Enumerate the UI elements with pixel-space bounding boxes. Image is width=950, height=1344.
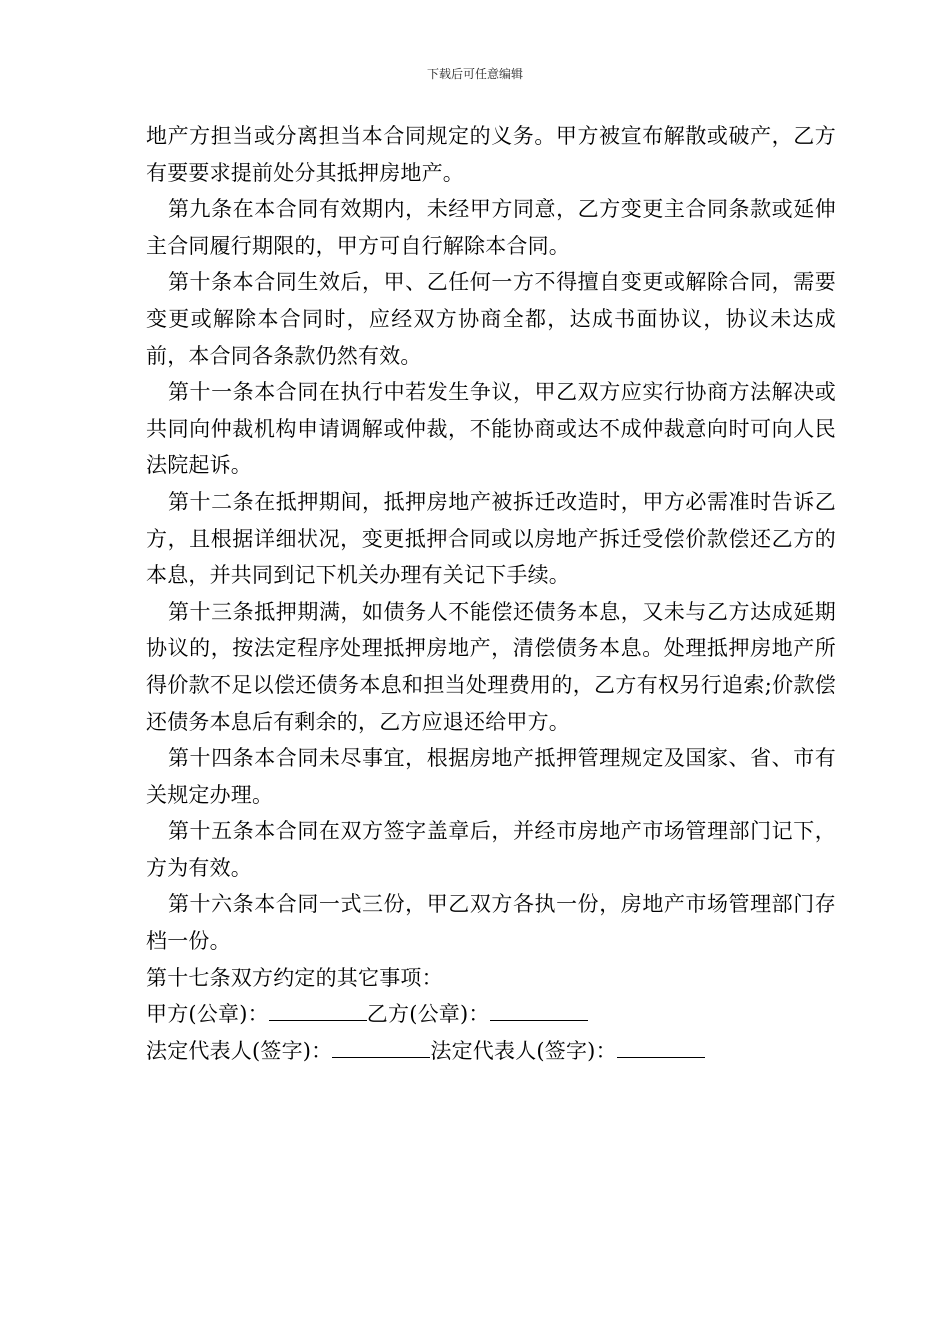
party-a-seal-blank[interactable] <box>269 998 367 1021</box>
party-a-seal-label: 甲方(公章)： <box>146 1002 269 1027</box>
rep-a-signature-blank[interactable] <box>332 1035 430 1058</box>
paragraph-article-9: 第九条在本合同有效期内，未经甲方同意，乙方变更主合同条款或延伸主合同履行期限的，甲方可自行解除本合同。 <box>146 197 836 258</box>
paragraph-article-14: 第十四条本合同未尽事宜，根据房地产抵押管理规定及国家、省、市有关规定办理。 <box>146 746 836 807</box>
paragraph-continuation: 地产方担当或分离担当本合同规定的义务。甲方被宣布解散或破产，乙方有要要求提前处分其抵押房地产。 <box>146 124 836 185</box>
contract-body <box>146 118 836 1069</box>
paragraph-article-17: 第十七条双方约定的其它事项： <box>146 965 443 990</box>
rep-b-signature-label: 法定代表人(签字)： <box>430 1038 617 1063</box>
party-seal-line <box>146 996 836 1033</box>
paragraph-article-12: 第十二条在抵押期间，抵押房地产被拆迁改造时，甲方必需准时告诉乙方，且根据详细状况，变更抵押合同或以房地产拆迁受偿价款偿还乙方的本息，并共同到记下机关办理有关记下手续。 <box>146 489 836 588</box>
page-header-note: 下载后可任意编辑 <box>426 67 523 81</box>
paragraph-article-13: 第十三条抵押期满，如债务人不能偿还债务本息，又未与乙方达成延期协议的，按法定程序处理抵押房地产，清偿债务本息。处理抵押房地产所得价款不足以偿还债务本息和担当处理费用的，乙方有权另行追索;价款偿还债务本息后有剩余的，乙方应退还给甲方。 <box>146 599 836 734</box>
paragraph-article-15: 第十五条本合同在双方签字盖章后，并经市房地产市场管理部门记下，方为有效。 <box>146 819 836 880</box>
paragraph-article-16: 第十六条本合同一式三份，甲乙双方各执一份，房地产市场管理部门存档一份。 <box>146 892 836 954</box>
party-b-seal-blank[interactable] <box>490 998 588 1021</box>
paragraph-article-11: 第十一条本合同在执行中若发生争议，甲乙双方应实行协商方法解决或共同向仲裁机构申请调解或仲裁，不能协商或达不成仲裁意向时可向人民法院起诉。 <box>146 380 836 478</box>
rep-b-signature-blank[interactable] <box>617 1035 705 1058</box>
paragraph-article-10: 第十条本合同生效后，甲、乙任何一方不得擅自变更或解除合同，需要变更或解除本合同时，应经双方协商全都，达成书面协议，协议未达成前，本合同各条款仍然有效。 <box>146 270 836 368</box>
party-b-seal-label: 乙方(公章)： <box>366 1002 490 1027</box>
rep-a-signature-label: 法定代表人(签字)： <box>146 1038 333 1063</box>
representative-signature-line <box>146 1033 836 1070</box>
